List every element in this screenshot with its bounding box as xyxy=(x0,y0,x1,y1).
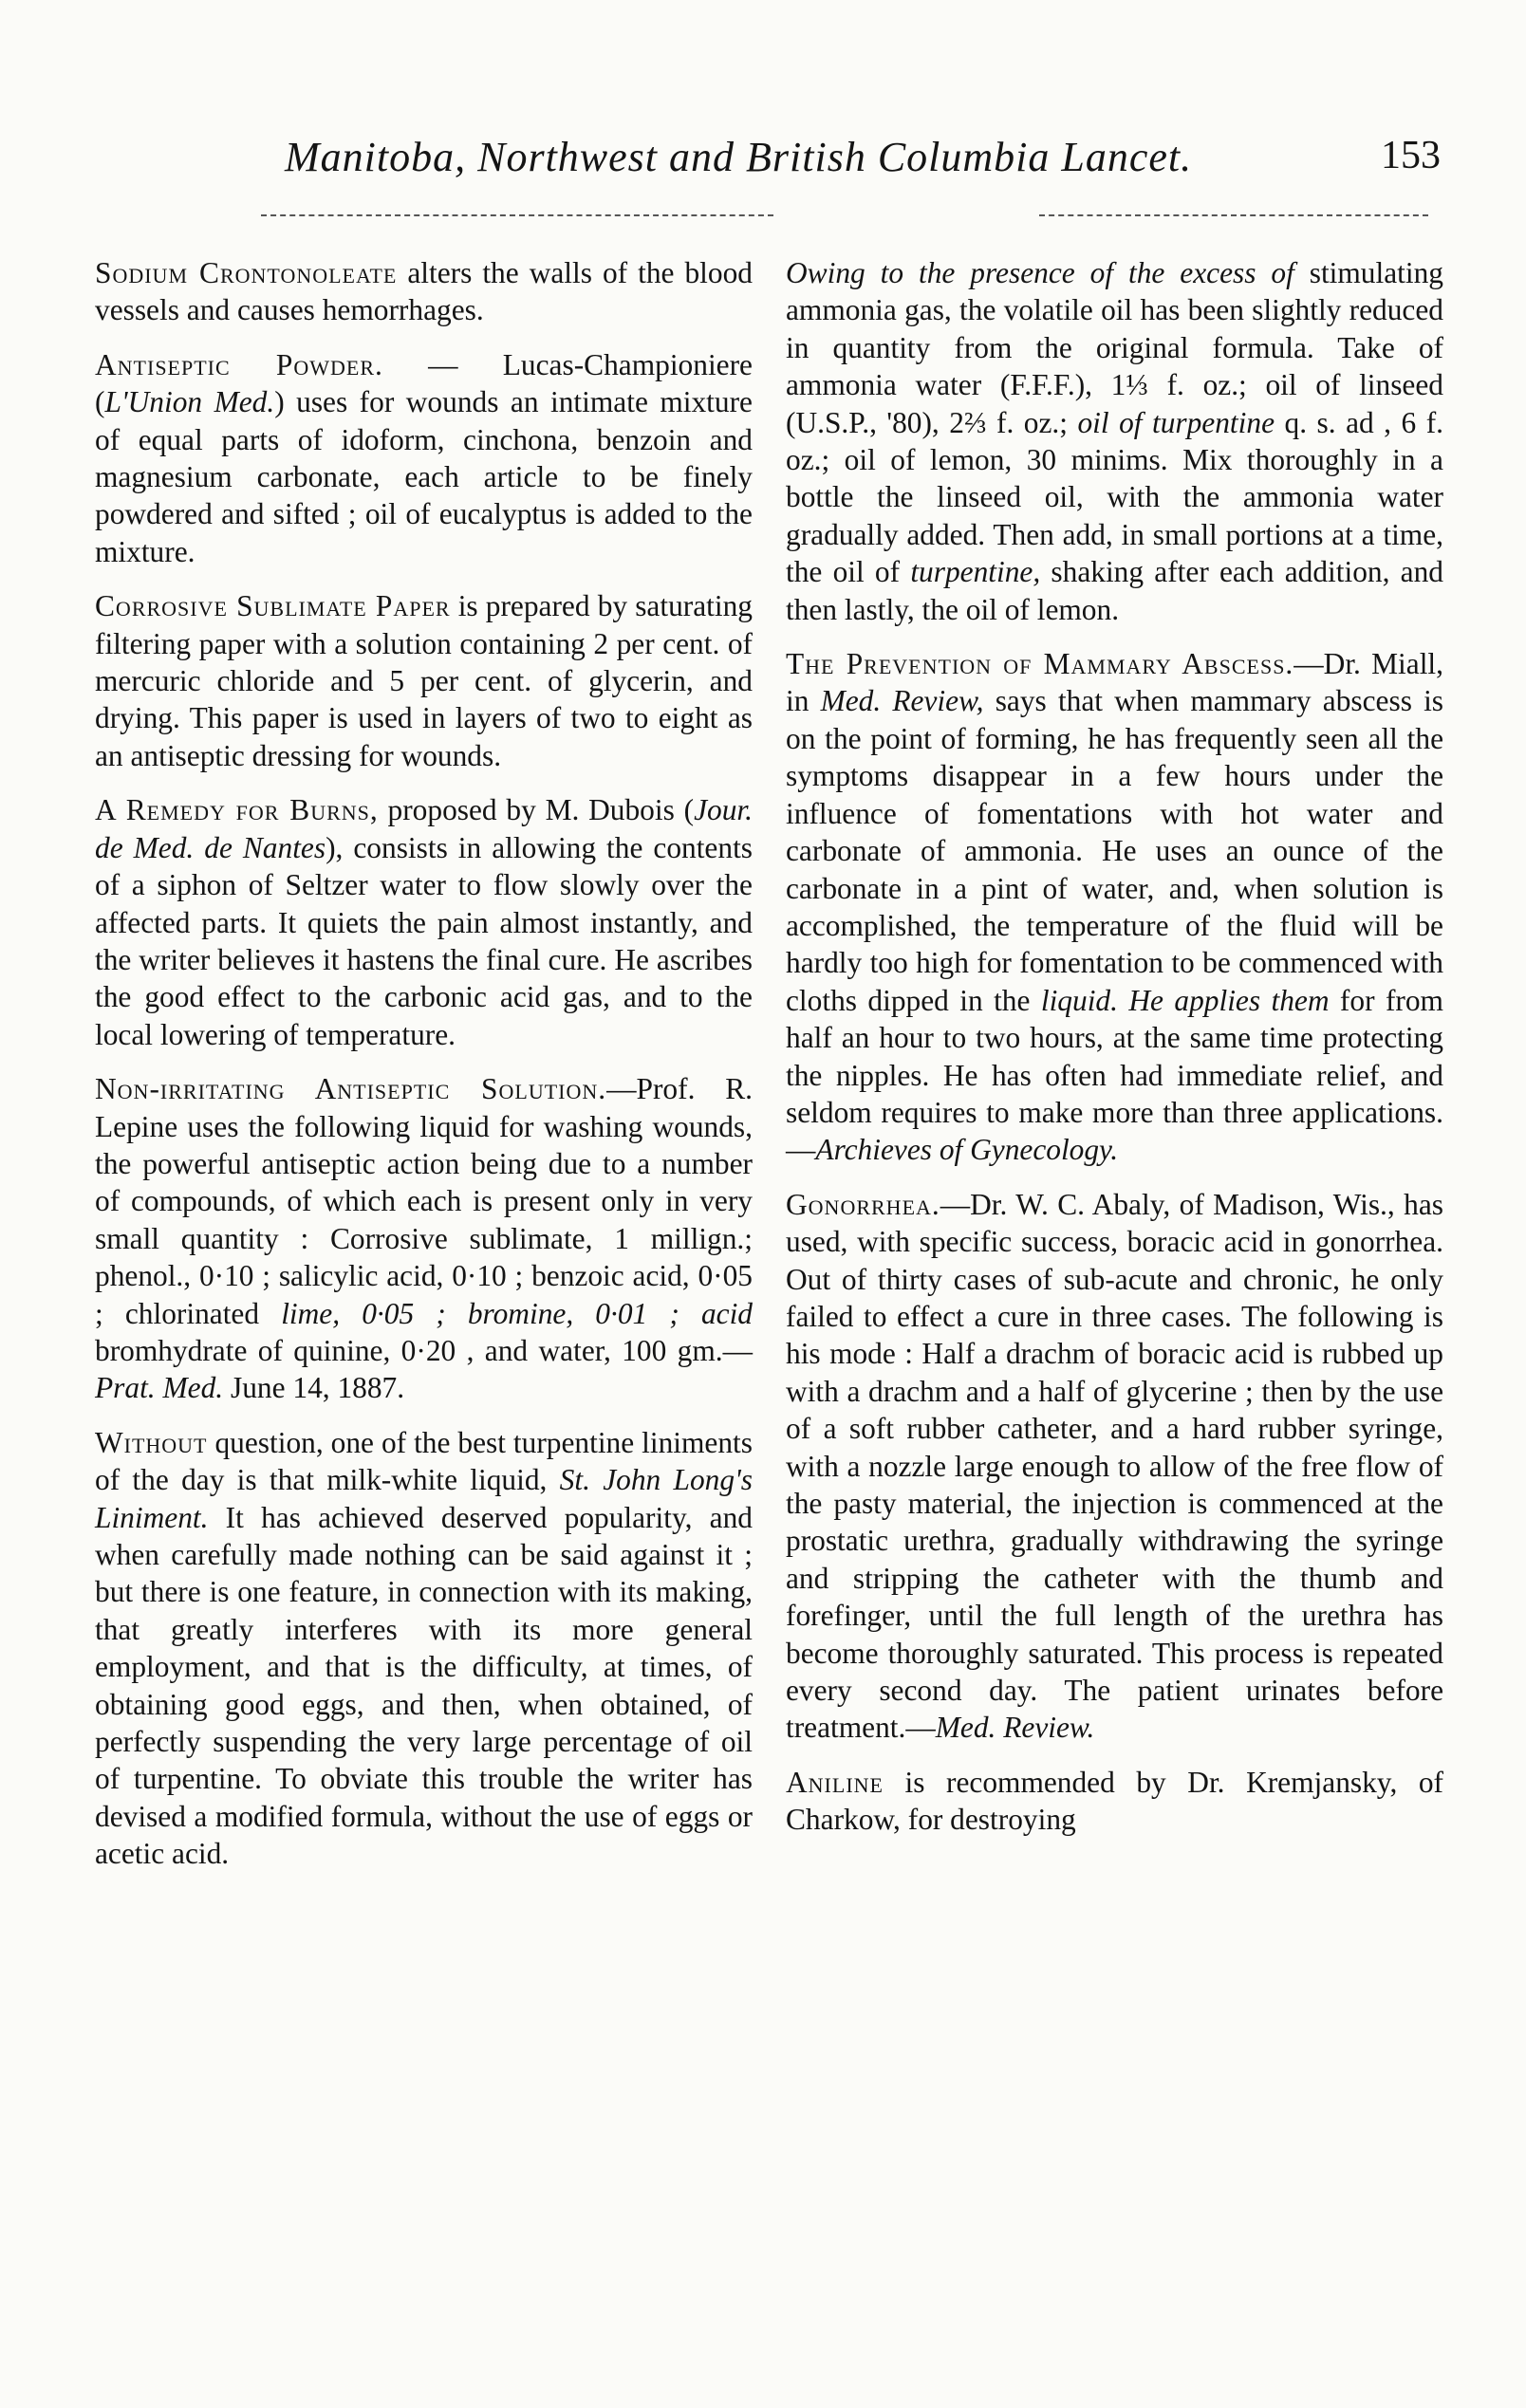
article-heading: A Remedy for Burns, xyxy=(95,793,379,827)
article-text: — Lucas-Championiere ( xyxy=(95,347,753,419)
citation: Prat. Med. xyxy=(95,1371,224,1405)
article-heading: Sodium Crontonoleate xyxy=(95,256,398,289)
article-text: alters the walls of the blood vessels and causes hemorrhages. xyxy=(95,256,753,327)
article-text: ), consists in allowing the contents of a siphon of Seltzer water to flow slowly over the affected parts. It quiets the pain almost instantly, and the writer believes it hastens the final cure. He ascribes the good effect to the carbonic acid gas, and to the local lowering of temperature. xyxy=(95,830,754,1051)
article-aniline xyxy=(786,1764,1443,1839)
italic-text: lime, 0·05 ; bromine, 0·01 ; acid xyxy=(281,1296,753,1330)
article-gonorrhea xyxy=(786,1186,1443,1747)
article-turpentine-liniment xyxy=(95,1424,753,1873)
left-column xyxy=(95,254,753,1890)
italic-text: liquid. He applies them xyxy=(1040,983,1330,1017)
citation: Jour. de Med. de Nantes xyxy=(95,793,753,864)
italic-text: oil of turpentine xyxy=(1077,405,1275,439)
page-header xyxy=(0,133,1526,190)
article-non-irritating-antiseptic-solution xyxy=(95,1070,753,1407)
italic-text: turpentine, xyxy=(910,555,1041,589)
header-rule-right xyxy=(1039,214,1428,216)
article-text: proposed by M. Dubois ( xyxy=(378,793,695,827)
citation: Med. Review. xyxy=(935,1711,1095,1745)
citation: L'Union Med. xyxy=(104,385,275,419)
article-heading: Corrosive Sublimate Paper xyxy=(95,589,451,623)
article-text: stimulating ammonia gas, the volatile oil has been slightly reduced in quantity from the original formula. Take of ammonia water (F.F.F.), 1⅓ f. oz.; oil of linseed (U.S.P., '80), 2⅔ f. oz.; xyxy=(786,256,1443,439)
article-text: for from half an hour to two hours, at the same time protecting the nipples. He has often had immediate relief, and seldom requires to make more than three applications.— xyxy=(786,983,1443,1167)
header-rule-left xyxy=(261,214,773,216)
article-text: ) uses for wounds an intimate mixture of equal parts of idoform, cinchona, benzoin and magnesium carbonate, each article to be finely powdered and sifted ; oil of eucalyptus is added to the mixture. xyxy=(95,385,753,568)
citation: Med. Review, xyxy=(820,684,984,718)
citation: Archieves of Gynecology. xyxy=(815,1133,1119,1167)
article-heading: Without xyxy=(95,1425,208,1459)
article-sodium-crontonoleate xyxy=(95,254,753,329)
article-text: June 14, 1887. xyxy=(223,1371,405,1405)
article-heading: Gonorrhea. xyxy=(786,1187,940,1221)
article-text: q. s. ad , 6 f. oz.; oil of lemon, 30 minims. Mix thoroughly in a bottle the linseed oil, with the ammonia water gradually added. Then add, in small portions at a time, the oil of xyxy=(786,405,1443,589)
article-text: says that when mammary abscess is on the point of forming, he has frequently seen all the symptoms disappear in a few hours under the influence of fomentations with hot water and carbonate of ammonia. He uses an ounce of the carbonate in a pint of water, and, when solution is accomplished, the temperature of the fluid will be hardly too high for fomentation to be commenced with cloths dipped in the xyxy=(786,684,1444,1017)
article-text: —Dr. Miall, in xyxy=(786,647,1443,718)
italic-text: Owing to the presence of the excess of xyxy=(786,256,1294,289)
article-text: question, one of the best turpentine liniments of the day is that milk-white liquid, xyxy=(95,1425,753,1497)
article-text: It has achieved deserved popularity, and when carefully made nothing can be said against it ; but there is one feature, in connection with its making, that greatly interferes with its more general employment, and that is the difficulty, at times, of obtaining good eggs, and then, when obtained, of perfectly suspending the very large percentage of oil of turpentine. To obviate this trouble the writer has devised a modified formula, without the use of eggs or acetic acid. xyxy=(95,1500,753,1871)
article-text: is prepared by saturating filtering paper with a solution containing 2 per cent. of mercuric chloride and 5 per cent. of glycerin, and drying. This paper is used in layers of two to eight as an antiseptic dressing for wounds. xyxy=(95,589,753,772)
article-text: —Dr. W. C. Abaly, of Madison, Wis., has used, with specific success, boracic acid in gonorrhea. Out of thirty cases of sub-acute and chronic, he only failed to effect a cure in three cases. The following is his mode : Half a drachm of boracic acid is rubbed up with a drachm and a half of glycerine ; then by the use of a soft rubber catheter, and a hard rubber syringe, with a nozzle large enough to allow of the free flow of the pasty material, the injection is commenced at the prostatic urethra, gradually withdrawing the syringe and stripping the catheter with the thumb and forefinger, until the full length of the urethra has become thoroughly saturated. This process is repeated every second day. The patient urinates before treatment.— xyxy=(786,1187,1443,1745)
running-title: Manitoba, Northwest and British Columbia Lancet. xyxy=(285,134,1193,180)
article-text: is recommended by Dr. Kremjansky, of Charkow, for destroying xyxy=(786,1765,1443,1837)
article-heading: The Prevention of Mammary Abscess. xyxy=(786,647,1294,681)
page-number: 153 xyxy=(1381,134,1441,177)
article-mammary-abscess xyxy=(786,645,1443,1169)
article-text: bromhydrate of quinine, 0·20 , and water, 100 gm.— xyxy=(95,1333,753,1367)
article-turpentine-liniment-continued xyxy=(786,254,1443,628)
article-remedy-for-burns xyxy=(95,791,753,1053)
article-antiseptic-powder xyxy=(95,346,753,570)
right-column xyxy=(786,254,1443,1856)
article-heading: Aniline xyxy=(786,1765,884,1799)
article-heading: Non-irritating Antiseptic Solution. xyxy=(95,1072,607,1106)
article-text: —Prof. R. Lepine uses the following liquid for washing wounds, the powerful antiseptic action being due to a number of compounds, of which each is present only in very small quantity : Corrosive sublimate, 1 millign.; phenol., 0·10 ; salicylic acid, 0·10 ; benzoic acid, 0·05 ; chlorinated xyxy=(95,1072,753,1330)
article-corrosive-sublimate-paper xyxy=(95,587,753,774)
italic-text: St. John Long's Liniment. xyxy=(95,1463,753,1534)
article-text: shaking after each addition, and then lastly, the oil of lemon. xyxy=(786,555,1443,626)
article-heading: Antiseptic Powder. xyxy=(95,347,383,381)
